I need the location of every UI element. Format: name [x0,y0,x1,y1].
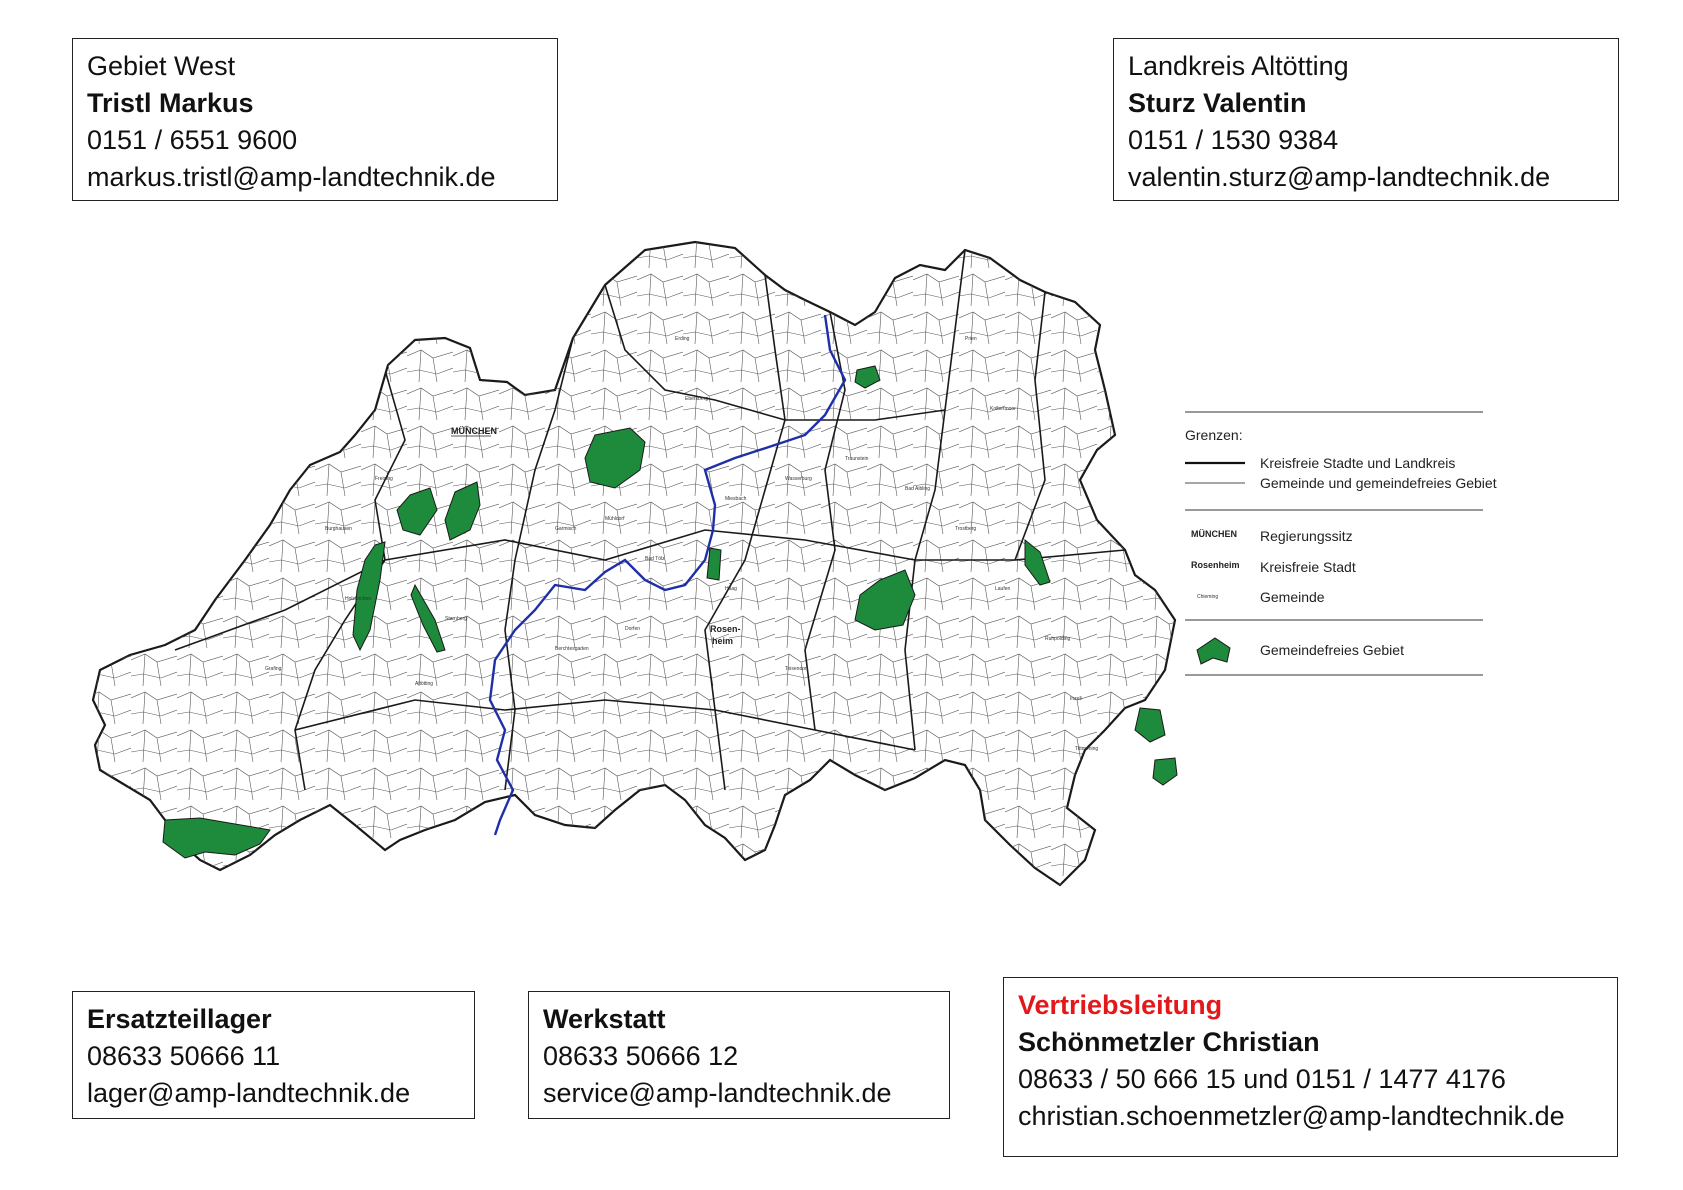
town-label: Freising [375,476,393,482]
department-title: Werkstatt [543,1004,666,1034]
legend-heading: Grenzen: [1185,427,1243,443]
phone-number[interactable]: 0151 / 6551 9600 [87,125,298,155]
town-label: Altötting [415,681,434,687]
town-label: Berchtesgaden [555,646,589,652]
town-label: Haag [725,586,737,592]
email-address[interactable]: markus.tristl@amp-landtechnik.de [87,162,496,192]
town-label: Burghausen [325,526,352,532]
legend-municipality: Gemeinde [1260,589,1325,605]
email-address[interactable]: service@amp-landtechnik.de [543,1078,892,1108]
city-label-rosenheim-1: Rosen- [710,624,741,634]
legend-sample-municipality: Chieming [1197,594,1219,600]
town-label: Starnberg [445,616,467,622]
contact-card-altoetting [1113,38,1619,201]
town-label: Trostberg [955,526,977,532]
town-label: Prien [965,336,977,342]
phone-number[interactable]: 08633 50666 11 [87,1041,281,1071]
town-label: Erding [675,336,690,342]
town-label: Kolbermoor [990,406,1016,412]
municipal-borders [85,230,1185,930]
city-label-rosenheim-2: heim [712,636,734,646]
legend-city: Kreisfreie Stadt [1260,559,1356,575]
town-label: Ruhpolding [1045,636,1071,642]
email-address[interactable]: lager@amp-landtechnik.de [87,1078,411,1108]
town-label: Tittmoning [1075,746,1099,752]
email-address[interactable]: valentin.sturz@amp-landtechnik.de [1128,162,1551,192]
town-label: Garmisch [555,526,577,532]
region-label: Gebiet West [87,51,236,81]
contact-card-west [72,38,558,201]
town-label: Ebersberg [685,396,709,402]
legend-sample-seat: MÜNCHEN [1191,529,1237,539]
town-label: Bad Tölz [645,556,665,562]
phone-number[interactable]: 0151 / 1530 9384 [1128,125,1339,155]
town-label: Miesbach [725,496,747,502]
legend-seat: Regierungssitz [1260,528,1353,544]
contact-card-vertrieb [1003,977,1618,1157]
map-legend [1185,412,1497,675]
region-label: Landkreis Altötting [1128,51,1349,81]
town-label: Laufen [995,586,1011,592]
town-label: Mühldorf [605,516,625,522]
phone-number[interactable]: 08633 50666 12 [543,1041,739,1071]
phone-number[interactable]: 08633 / 50 666 15 und 0151 / 1477 4176 [1018,1064,1506,1094]
contact-name: Schönmetzler Christian [1018,1027,1320,1057]
contact-name: Tristl Markus [87,88,254,118]
legend-green-swatch [1197,638,1230,664]
town-label: Inzell [1070,696,1082,702]
city-label-munich: MÜNCHEN [451,426,497,436]
contact-card-lager [72,991,475,1119]
town-label: Traunstein [845,456,869,462]
department-title: Ersatzteillager [87,1004,272,1034]
town-label: Teisendorf [785,666,809,672]
contact-name: Sturz Valentin [1128,88,1307,118]
legend-sample-city: Rosenheim [1191,560,1240,570]
region-map [85,230,1605,960]
department-title: Vertriebsleitung [1018,990,1223,1020]
town-label: Grafing [265,666,282,672]
town-label: Dorfen [625,626,641,632]
legend-unincorporated: Gemeindefreies Gebiet [1260,642,1404,658]
town-label: Wasserburg [785,476,812,482]
contact-card-werkstatt [528,991,950,1119]
email-address[interactable]: christian.schoenmetzler@amp-landtechnik.de [1018,1101,1565,1131]
legend-border-district: Kreisfreie Stadte und Landkreis [1260,455,1456,471]
legend-border-municipality: Gemeinde und gemeindefreies Gebiet [1260,475,1497,491]
town-label: Bad Aibling [905,486,931,492]
town-label: Holzkirchen [345,596,372,602]
